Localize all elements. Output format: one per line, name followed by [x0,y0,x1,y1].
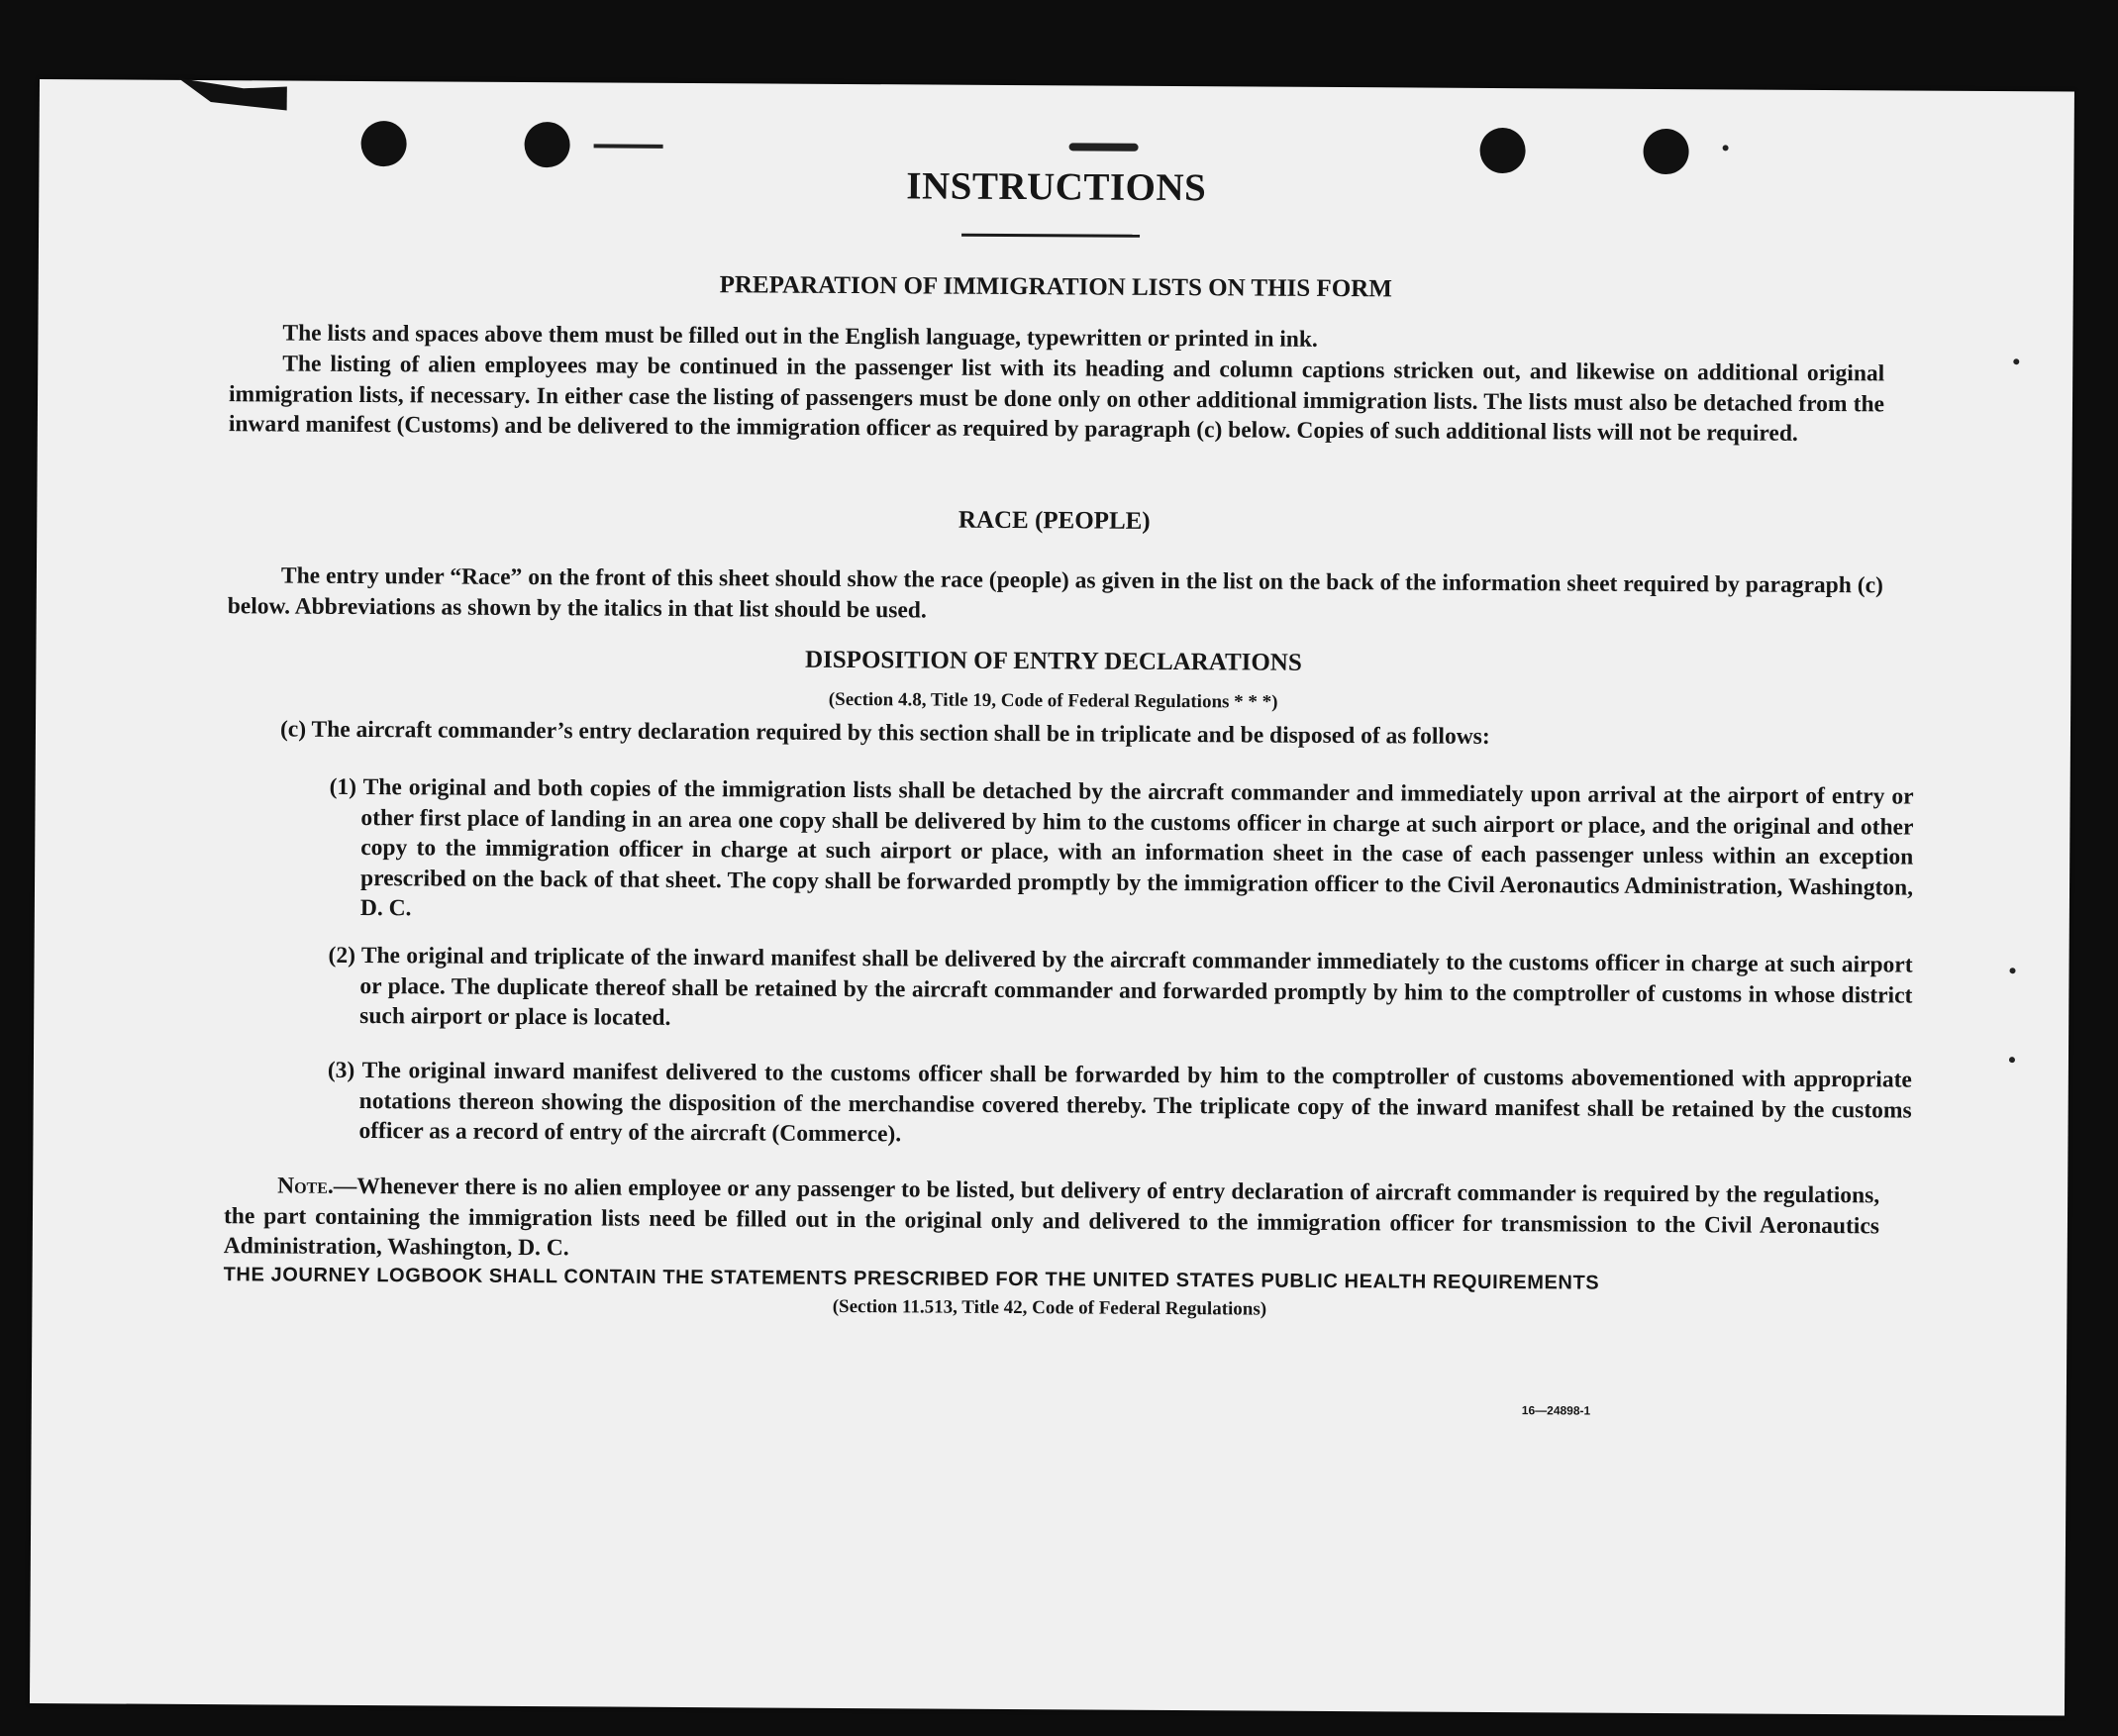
form-number: 16—24898-1 [1521,1403,1591,1418]
preparation-paragraph-1: The lists and spaces above them must be filled out in the English language, typewritten or printed in ink. [282,320,1318,353]
disposition-lead: (c) The aircraft commander’s entry declaration required by this section shall be in triplicate and be disposed of as follows: [279,716,1490,750]
document-page [30,79,2074,1716]
note-text: —Whenever there is no alien employee or any passenger to be listed, but delivery of entry declaration of aircraft commander is required by the regulations, the part containing the immigration lists need be filled out in the original only and delivered to the immigration officer for transmission to the Civil Aeronautics Administration, Washington, D. C. [223,1173,1880,1262]
disposition-citation: (Section 4.8, Title 19, Code of Federal Regulations * * *) [828,688,1278,713]
health-statement: THE JOURNEY LOGBOOK SHALL CONTAIN THE STATEMENTS PRESCRIBED FOR THE UNITED STATES PUBLIC HEALTH REQUIREMENTS [223,1264,1600,1294]
disposition-item-1: (1) The original and both copies of the immigration lists shall be detached by the aircraft commander and immediately upon arrival at the airport of entry or other first place of landing in an area one copy shall be delivered by him to the customs officer in charge at such airport or place, and the original and other copy to the immigration officer in charge at such airport or place, with an information sheet in the case of each passenger unless within an exception prescribed on the back of that sheet. The copy shall be forwarded promptly by the immigration officer to the Civil Aeronautics Administration, Washington, D. C. [329,773,1914,922]
speck [2010,968,2016,973]
speck [2009,1057,2015,1063]
health-citation: (Section 11.513, Title 42, Code of Federal Regulations) [832,1295,1267,1320]
speck [1723,145,1729,151]
disposition-item-2: (2) The original and triplicate of the inward manifest shall be delivered by the aircraft commander immediately to the customs officer in charge at such airport or place. The duplicate thereof shall be retained by the aircraft commander and forwarded promptly by him to the comptroller of customs in whose district such airport or place is located. [328,942,1913,1031]
race-paragraph: The entry under “Race” on the front of this sheet should show the race (people) as given in the list on the back of the information sheet required by paragraph (c) below. Abbreviations as shown by the italics in that list should be used. [227,562,1883,623]
torn-corner-mark [178,70,287,111]
note-paragraph [224,1171,1880,1272]
title-underline [961,234,1140,238]
note-label: Note. [277,1173,334,1199]
stray-mark [594,144,663,148]
preparation-paragraph-2: The listing of alien employees may be continued in the passenger list with its heading and column captions stricken out, and likewise on additional original immigration lists, if necessary. In either case the listing of passengers must be done only on other additional immigration lists. The lists must also be detached from the inward manifest (Customs) and be delivered to the immigration officer as required by paragraph (c) below. Copies of such additional lists will not be required. [228,351,1885,447]
race-heading: RACE (PEOPLE) [958,506,1151,535]
page-title: INSTRUCTIONS [906,164,1207,210]
stray-mark [1069,143,1139,151]
disposition-item-3: (3) The original inward manifest delivered to the customs officer shall be forwarded by him to the comptroller of customs abovementioned with appropriate notations thereon showing the disposition of the merchandise covered thereby. The triplicate copy of the inward manifest shall be retained by the customs officer as a record of entry of the aircraft (Commerce). [327,1057,1912,1148]
disposition-heading: DISPOSITION OF ENTRY DECLARATIONS [804,646,1302,676]
speck [2013,358,2019,364]
preparation-heading: PREPARATION OF IMMIGRATION LISTS ON THIS FORM [719,271,1392,303]
